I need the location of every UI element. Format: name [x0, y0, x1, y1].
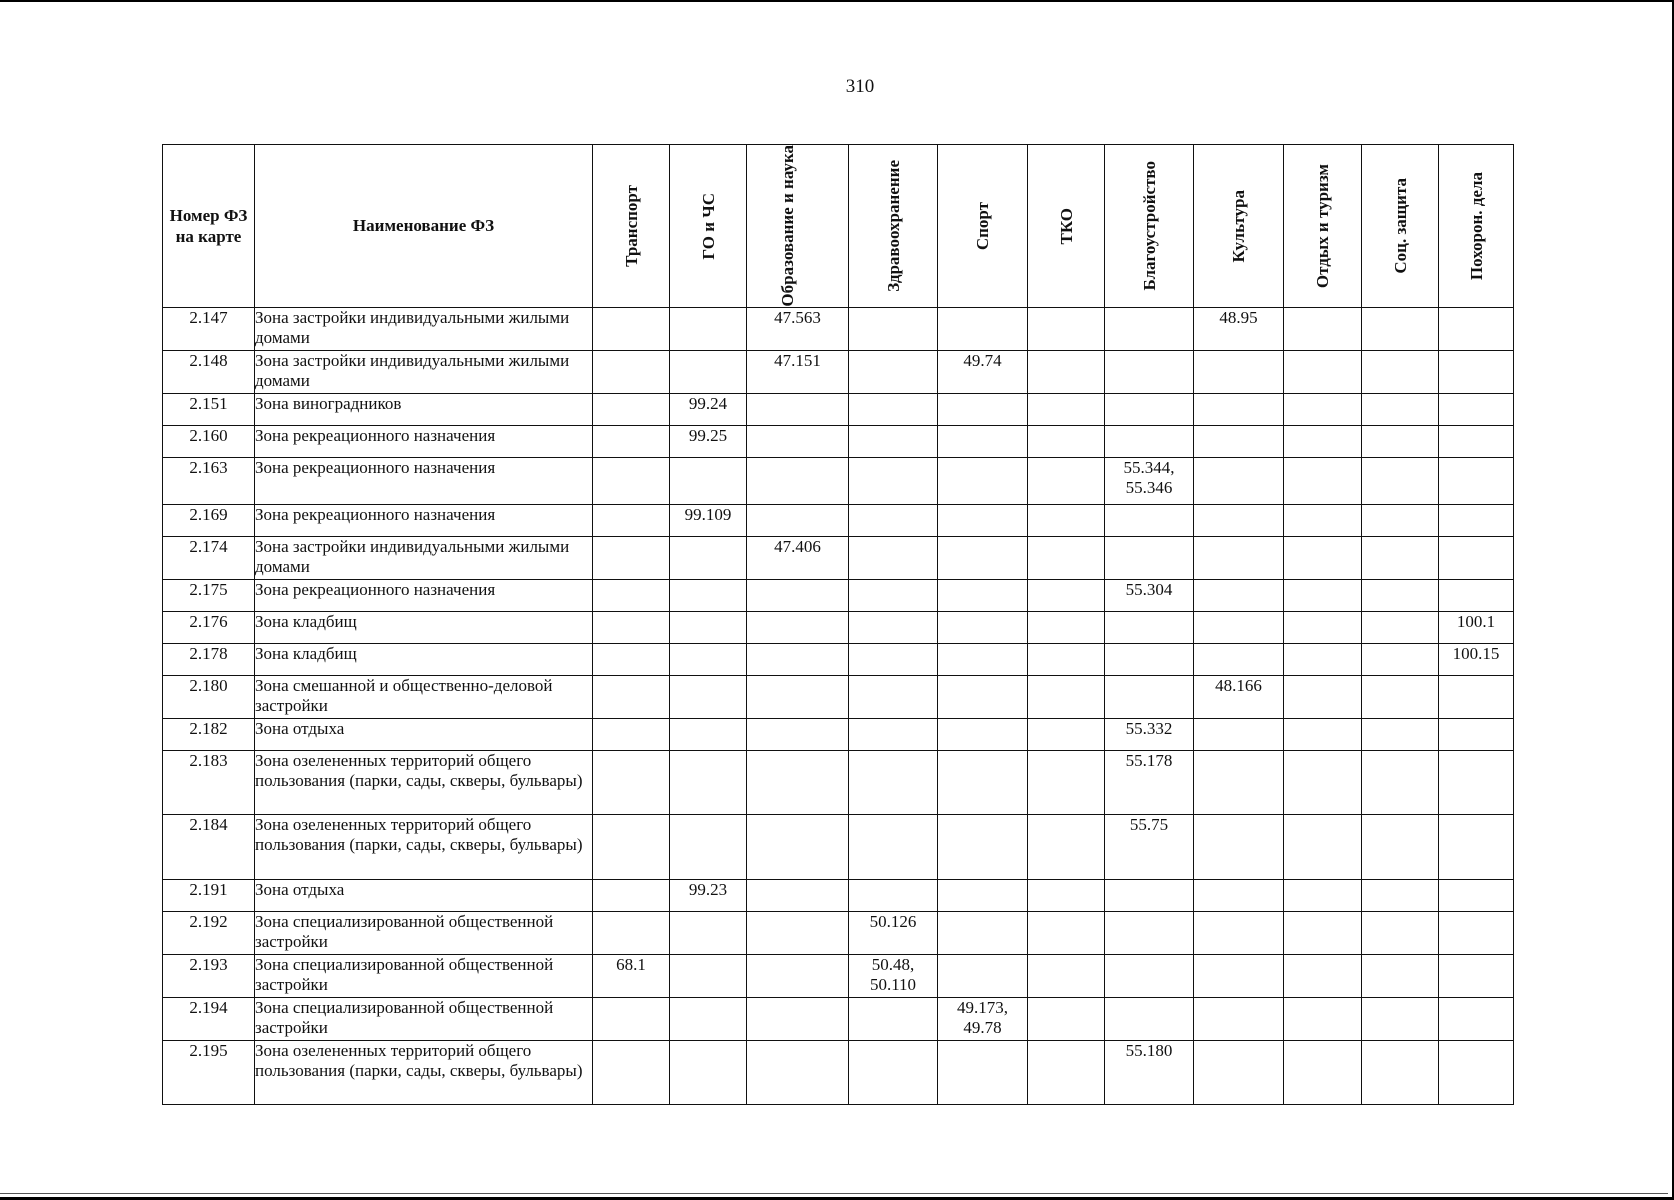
row-cell: [593, 351, 670, 394]
row-name: Зона отдыха: [255, 880, 593, 912]
row-cell: [1284, 751, 1362, 815]
row-cell: [1028, 505, 1105, 537]
table-row: [163, 394, 1514, 426]
table-row: [163, 676, 1514, 719]
row-name: Зона отдыха: [255, 719, 593, 751]
row-cell: [1439, 719, 1514, 751]
row-cell: [1362, 351, 1439, 394]
row-cell: [1284, 426, 1362, 458]
row-cell: [1194, 351, 1284, 394]
row-cell: [1439, 426, 1514, 458]
header-landscaping-label: Благоустройство: [1139, 161, 1159, 291]
row-cell: [1028, 580, 1105, 612]
header-transport: [593, 145, 670, 308]
row-cell: [1028, 880, 1105, 912]
row-cell: [747, 1041, 849, 1105]
row-name: Зона рекреационного назначения: [255, 580, 593, 612]
row-cell: [938, 676, 1028, 719]
row-cell: [849, 751, 938, 815]
row-cell: [593, 426, 670, 458]
scan-bottom-line: [0, 1193, 1668, 1194]
row-cell: [1284, 537, 1362, 580]
header-health: [849, 145, 938, 308]
row-cell: [849, 1041, 938, 1105]
row-cell: [747, 458, 849, 505]
header-sport: [938, 145, 1028, 308]
row-number: 2.178: [163, 644, 255, 676]
row-cell: [849, 394, 938, 426]
row-cell: [593, 815, 670, 880]
row-cell: [849, 537, 938, 580]
row-cell: [1194, 505, 1284, 537]
row-cell: [593, 580, 670, 612]
row-cell: 55.180: [1105, 1041, 1194, 1105]
row-cell: [938, 1041, 1028, 1105]
row-cell: [849, 426, 938, 458]
row-cell: [593, 751, 670, 815]
row-name: Зона кладбищ: [255, 612, 593, 644]
header-social-label: Соц. защита: [1390, 178, 1410, 274]
row-cell: [1284, 998, 1362, 1041]
row-cell: [1284, 612, 1362, 644]
row-cell: [1362, 676, 1439, 719]
row-cell: [670, 751, 747, 815]
row-cell: 47.563: [747, 308, 849, 351]
row-cell: [1439, 351, 1514, 394]
row-cell: 50.48, 50.110: [849, 955, 938, 998]
row-name: Зона рекреационного назначения: [255, 505, 593, 537]
row-cell: [747, 394, 849, 426]
header-sport-label: Спорт: [973, 201, 992, 251]
row-cell: [1439, 955, 1514, 998]
row-cell: [1028, 644, 1105, 676]
row-cell: [670, 612, 747, 644]
row-cell: [849, 998, 938, 1041]
row-cell: [1439, 912, 1514, 955]
row-cell: 99.24: [670, 394, 747, 426]
row-cell: [1105, 394, 1194, 426]
row-cell: [1284, 815, 1362, 880]
table-row: [163, 880, 1514, 912]
table-row: [163, 612, 1514, 644]
row-name: Зона рекреационного назначения: [255, 426, 593, 458]
row-cell: [849, 719, 938, 751]
row-cell: [747, 644, 849, 676]
row-name: Зона кладбищ: [255, 644, 593, 676]
row-cell: [1362, 426, 1439, 458]
row-cell: [1284, 394, 1362, 426]
row-name: Зона озелененных территорий общего пользования (парки, сады, скверы, бульвары): [255, 1041, 593, 1105]
header-row: [163, 145, 1514, 308]
row-cell: [1105, 880, 1194, 912]
row-name: Зона смешанной и общественно-деловой застройки: [255, 676, 593, 719]
table-row: [163, 912, 1514, 955]
header-recreation-label: Отдых и туризм: [1313, 163, 1332, 289]
row-cell: [593, 998, 670, 1041]
row-cell: [1362, 308, 1439, 351]
header-landscaping: [1105, 145, 1194, 308]
row-cell: [938, 394, 1028, 426]
row-cell: [1028, 537, 1105, 580]
row-cell: [938, 426, 1028, 458]
row-cell: [1194, 955, 1284, 998]
row-cell: [1105, 676, 1194, 719]
row-number: 2.195: [163, 1041, 255, 1105]
row-cell: [1194, 580, 1284, 612]
row-cell: [938, 880, 1028, 912]
row-cell: [938, 612, 1028, 644]
row-cell: [849, 505, 938, 537]
row-cell: [1105, 426, 1194, 458]
row-cell: [849, 308, 938, 351]
header-name: Наименование ФЗ: [255, 145, 593, 308]
row-cell: [938, 815, 1028, 880]
row-cell: [1028, 612, 1105, 644]
row-cell: [747, 815, 849, 880]
table-row: [163, 580, 1514, 612]
row-cell: [670, 719, 747, 751]
row-number: 2.184: [163, 815, 255, 880]
row-cell: [593, 612, 670, 644]
row-cell: 99.23: [670, 880, 747, 912]
row-cell: [1439, 1041, 1514, 1105]
row-cell: [747, 676, 849, 719]
row-name: Зона застройки индивидуальными жилыми домами: [255, 537, 593, 580]
row-cell: [1194, 426, 1284, 458]
row-cell: 55.332: [1105, 719, 1194, 751]
row-cell: [1284, 912, 1362, 955]
row-cell: [849, 880, 938, 912]
row-cell: [938, 751, 1028, 815]
row-cell: [1105, 505, 1194, 537]
row-cell: [670, 815, 747, 880]
row-cell: [1194, 880, 1284, 912]
row-cell: [1194, 719, 1284, 751]
row-number: 2.180: [163, 676, 255, 719]
row-name: Зона застройки индивидуальными жилыми домами: [255, 308, 593, 351]
row-cell: [1284, 719, 1362, 751]
row-cell: [938, 505, 1028, 537]
row-cell: [1362, 394, 1439, 426]
row-cell: [1028, 426, 1105, 458]
row-cell: [593, 394, 670, 426]
header-recreation: [1284, 145, 1362, 308]
row-number: 2.194: [163, 998, 255, 1041]
row-cell: [1194, 458, 1284, 505]
row-cell: [593, 537, 670, 580]
row-number: 2.191: [163, 880, 255, 912]
table-row: [163, 458, 1514, 505]
header-transport-label: Транспорт: [621, 185, 641, 267]
row-cell: [1362, 880, 1439, 912]
row-cell: [1284, 644, 1362, 676]
row-cell: [849, 580, 938, 612]
table-row: [163, 537, 1514, 580]
row-cell: [1362, 644, 1439, 676]
row-cell: [1362, 998, 1439, 1041]
row-number: 2.182: [163, 719, 255, 751]
row-cell: [593, 880, 670, 912]
row-cell: [747, 505, 849, 537]
row-name: Зона озелененных территорий общего пользования (парки, сады, скверы, бульвары): [255, 815, 593, 880]
row-cell: [593, 912, 670, 955]
row-cell: [1362, 955, 1439, 998]
row-cell: [593, 308, 670, 351]
row-cell: [670, 1041, 747, 1105]
row-cell: 100.1: [1439, 612, 1514, 644]
table-row: [163, 719, 1514, 751]
row-cell: [747, 880, 849, 912]
row-name: Зона рекреационного назначения: [255, 458, 593, 505]
row-cell: [1284, 676, 1362, 719]
row-cell: [1194, 537, 1284, 580]
row-cell: [1105, 308, 1194, 351]
row-cell: [849, 612, 938, 644]
row-cell: 55.344, 55.346: [1105, 458, 1194, 505]
row-cell: [1362, 719, 1439, 751]
row-cell: 49.173, 49.78: [938, 998, 1028, 1041]
row-number: 2.176: [163, 612, 255, 644]
row-cell: [1105, 644, 1194, 676]
row-cell: [1362, 815, 1439, 880]
row-cell: [670, 955, 747, 998]
row-cell: [1439, 308, 1514, 351]
row-cell: [593, 505, 670, 537]
table-row: [163, 644, 1514, 676]
row-cell: [938, 458, 1028, 505]
row-cell: 99.109: [670, 505, 747, 537]
table-row: [163, 1041, 1514, 1105]
row-cell: [670, 458, 747, 505]
row-cell: [1028, 458, 1105, 505]
row-cell: [747, 426, 849, 458]
row-cell: 68.1: [593, 955, 670, 998]
row-cell: [1194, 1041, 1284, 1105]
row-cell: [1105, 612, 1194, 644]
row-cell: [938, 719, 1028, 751]
row-cell: [849, 351, 938, 394]
row-cell: [1362, 580, 1439, 612]
row-cell: 50.126: [849, 912, 938, 955]
header-tko-label: ТКО: [1056, 207, 1076, 245]
fz-table: [162, 144, 1514, 1105]
row-cell: 55.75: [1105, 815, 1194, 880]
table-row: [163, 351, 1514, 394]
row-cell: [1284, 580, 1362, 612]
row-cell: [1362, 537, 1439, 580]
row-cell: [1105, 351, 1194, 394]
row-number: 2.147: [163, 308, 255, 351]
scan-edge-top: [0, 0, 1674, 2]
row-cell: [1028, 676, 1105, 719]
row-number: 2.148: [163, 351, 255, 394]
row-cell: [1284, 1041, 1362, 1105]
row-cell: [747, 612, 849, 644]
table-row: [163, 815, 1514, 880]
table-row: [163, 751, 1514, 815]
header-funeral: [1439, 145, 1514, 308]
row-number: 2.192: [163, 912, 255, 955]
row-cell: [938, 912, 1028, 955]
row-cell: 100.15: [1439, 644, 1514, 676]
row-cell: [1028, 912, 1105, 955]
row-cell: [1028, 308, 1105, 351]
row-cell: [670, 676, 747, 719]
row-cell: [670, 351, 747, 394]
row-cell: [1439, 998, 1514, 1041]
row-cell: [1028, 351, 1105, 394]
row-cell: [1194, 612, 1284, 644]
row-cell: [1028, 955, 1105, 998]
row-cell: [747, 912, 849, 955]
row-cell: [938, 580, 1028, 612]
row-name: Зона виноградников: [255, 394, 593, 426]
row-cell: [1362, 1041, 1439, 1105]
row-cell: [747, 580, 849, 612]
row-cell: [849, 815, 938, 880]
row-cell: [1439, 537, 1514, 580]
table-row: [163, 426, 1514, 458]
table-row: [163, 505, 1514, 537]
row-number: 2.169: [163, 505, 255, 537]
row-cell: [747, 751, 849, 815]
row-cell: [1105, 955, 1194, 998]
row-number: 2.183: [163, 751, 255, 815]
row-cell: 55.178: [1105, 751, 1194, 815]
header-funeral-label: Похорон. дела: [1466, 171, 1486, 281]
header-education-label: Образование и наука: [777, 145, 797, 307]
row-cell: [670, 308, 747, 351]
row-cell: [593, 1041, 670, 1105]
row-cell: [1028, 1041, 1105, 1105]
row-cell: [593, 458, 670, 505]
row-cell: 47.406: [747, 537, 849, 580]
row-cell: [670, 912, 747, 955]
row-cell: [1439, 815, 1514, 880]
row-cell: [1362, 751, 1439, 815]
row-cell: [1194, 815, 1284, 880]
row-number: 2.193: [163, 955, 255, 998]
row-cell: [1362, 505, 1439, 537]
row-cell: [1028, 719, 1105, 751]
row-cell: [938, 308, 1028, 351]
header-culture-label: Культура: [1229, 189, 1248, 263]
row-cell: [849, 458, 938, 505]
row-number: 2.175: [163, 580, 255, 612]
row-cell: 55.304: [1105, 580, 1194, 612]
row-cell: [747, 719, 849, 751]
row-cell: [1439, 751, 1514, 815]
row-cell: [1439, 458, 1514, 505]
row-cell: [1194, 998, 1284, 1041]
row-cell: [1439, 580, 1514, 612]
header-number: Номер ФЗ на карте: [163, 145, 255, 308]
table-row: [163, 955, 1514, 998]
row-cell: [593, 644, 670, 676]
row-cell: [1028, 394, 1105, 426]
row-cell: [938, 644, 1028, 676]
row-cell: [1439, 676, 1514, 719]
row-cell: [1028, 998, 1105, 1041]
row-cell: [849, 644, 938, 676]
row-cell: [1028, 751, 1105, 815]
row-cell: [747, 955, 849, 998]
header-go-chs: [670, 145, 747, 308]
row-name: Зона озелененных территорий общего пользования (парки, сады, скверы, бульвары): [255, 751, 593, 815]
row-cell: [1284, 458, 1362, 505]
row-cell: [1284, 351, 1362, 394]
row-cell: [670, 998, 747, 1041]
row-cell: [1194, 912, 1284, 955]
row-cell: [1105, 998, 1194, 1041]
row-cell: [1362, 458, 1439, 505]
row-cell: [1439, 880, 1514, 912]
table-row: [163, 998, 1514, 1041]
row-number: 2.151: [163, 394, 255, 426]
row-cell: [1284, 880, 1362, 912]
row-cell: 47.151: [747, 351, 849, 394]
row-cell: [670, 537, 747, 580]
row-cell: [1105, 912, 1194, 955]
page-number: 310: [845, 76, 875, 97]
row-cell: [593, 719, 670, 751]
row-cell: [1362, 912, 1439, 955]
header-social: [1362, 145, 1439, 308]
row-cell: [1439, 505, 1514, 537]
row-cell: 99.25: [670, 426, 747, 458]
row-cell: 49.74: [938, 351, 1028, 394]
row-cell: [1284, 955, 1362, 998]
row-number: 2.174: [163, 537, 255, 580]
row-cell: [938, 537, 1028, 580]
row-cell: [1439, 394, 1514, 426]
row-cell: [1028, 815, 1105, 880]
row-name: Зона специализированной общественной застройки: [255, 912, 593, 955]
row-cell: [1194, 751, 1284, 815]
header-go-chs-label: ГО и ЧС: [698, 192, 718, 260]
row-cell: [593, 676, 670, 719]
row-cell: [670, 580, 747, 612]
row-cell: [670, 644, 747, 676]
row-name: Зона специализированной общественной застройки: [255, 955, 593, 998]
row-cell: [1284, 505, 1362, 537]
row-cell: [1284, 308, 1362, 351]
row-cell: 48.95: [1194, 308, 1284, 351]
row-cell: [938, 955, 1028, 998]
header-education: [747, 145, 849, 308]
row-number: 2.160: [163, 426, 255, 458]
header-tko: [1028, 145, 1105, 308]
row-cell: 48.166: [1194, 676, 1284, 719]
row-cell: [1362, 612, 1439, 644]
header-health-label: Здравоохранение: [883, 160, 903, 292]
header-culture: [1194, 145, 1284, 308]
row-cell: [747, 998, 849, 1041]
row-name: Зона застройки индивидуальными жилыми домами: [255, 351, 593, 394]
table-row: [163, 308, 1514, 351]
row-name: Зона специализированной общественной застройки: [255, 998, 593, 1041]
row-number: 2.163: [163, 458, 255, 505]
row-cell: [1194, 644, 1284, 676]
row-cell: [1105, 537, 1194, 580]
table-body: [163, 308, 1514, 1105]
row-cell: [849, 676, 938, 719]
row-cell: [1194, 394, 1284, 426]
